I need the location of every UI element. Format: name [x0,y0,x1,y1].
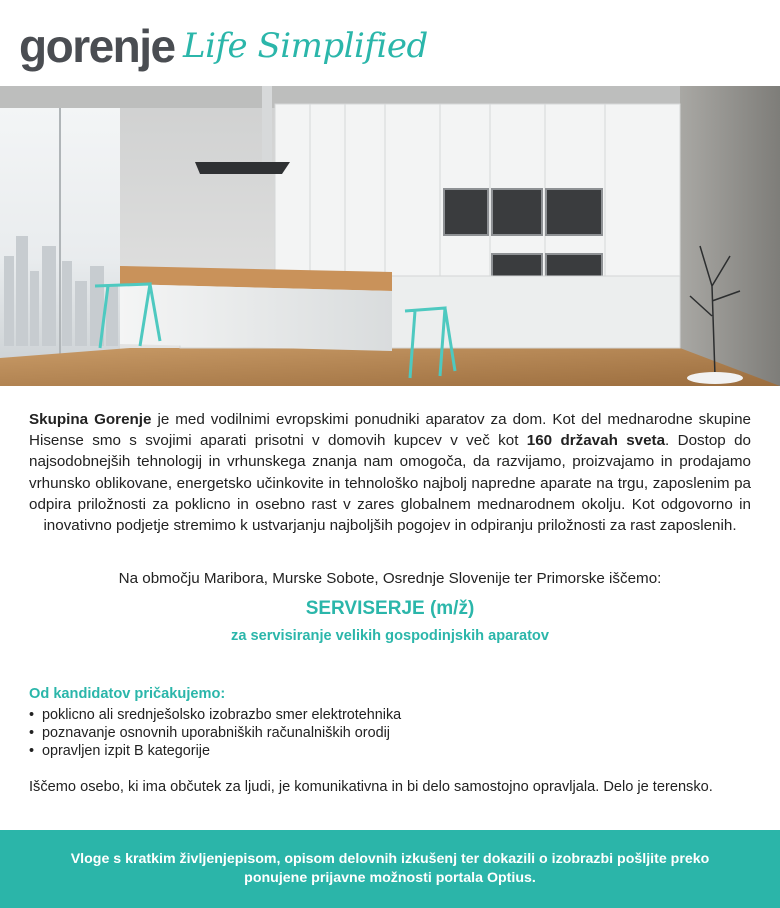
list-item: • opravljen izpit B kategorije [29,743,210,759]
footer-text: Vloge s kratkim življenjepisom, opisom delovnih izkušenj ter dokazili o izobrazbi pošljite preko ponujene prijavne možnosti portala Optius. [70,851,710,886]
header [0,0,780,86]
intro-text-2: . Dostop do najsodobnejših tehnologij in vrhunskega znanja nam omogoča, da razvijamo, proizvajamo in prodajamo vrhunsko oblikovane, energetsko učinkovite in tehnološko najbolj napredne aparate na trgu, zaposlenim pa odpira priložnosti za poklicno in osebno rast v zares globalnem mednarodnem okolju. Kot odgovorno in inovativno podjetje stremimo k ustvarjanju najboljših pogojev in odpiranju priložnosti za rast zaposlenih. [29,432,751,535]
intro-paragraph [29,409,751,536]
bullet-icon: • [29,707,35,723]
countries-highlight: 160 državah sveta [526,432,666,450]
bullet-icon: • [29,743,35,759]
kitchen-photo-icon [0,86,780,386]
requirements-list [29,706,401,760]
footer-banner [0,830,780,908]
bullet-icon: • [29,725,35,741]
region-text: Na območju Maribora, Murske Sobote, Osrednje Slovenije ter Primorske iščemo: [118,570,662,587]
list-item: • poklicno ali srednješolsko izobrazbo smer elektrotehnika [29,707,402,723]
brand-tagline: Life Simplified [183,26,428,66]
gorenje-logo: gorenje [19,20,175,72]
job-subtitle: za servisiranje velikih gospodinjskih aparatov [231,628,549,644]
job-title: SERVISERJE (m/ž) [305,598,475,619]
company-name: Skupina Gorenje [29,411,152,428]
closing-text: Iščemo osebo, ki ima občutek za ljudi, je komunikativna in bi delo samostojno opravljala. Delo je terensko. [29,779,713,795]
requirements-heading: Od kandidatov pričakujemo: [29,686,226,702]
hero-kitchen-image [0,86,780,386]
list-item: • poznavanje osnovnih uporabniških računalniških orodij [29,725,390,741]
intro-text-1: je med vodilnimi evropskimi ponudniki aparatov za dom. Kot del mednarodne skupine Hisense smo s svojimi aparati prisotni v domovih kupcev v več kot [29,411,751,450]
